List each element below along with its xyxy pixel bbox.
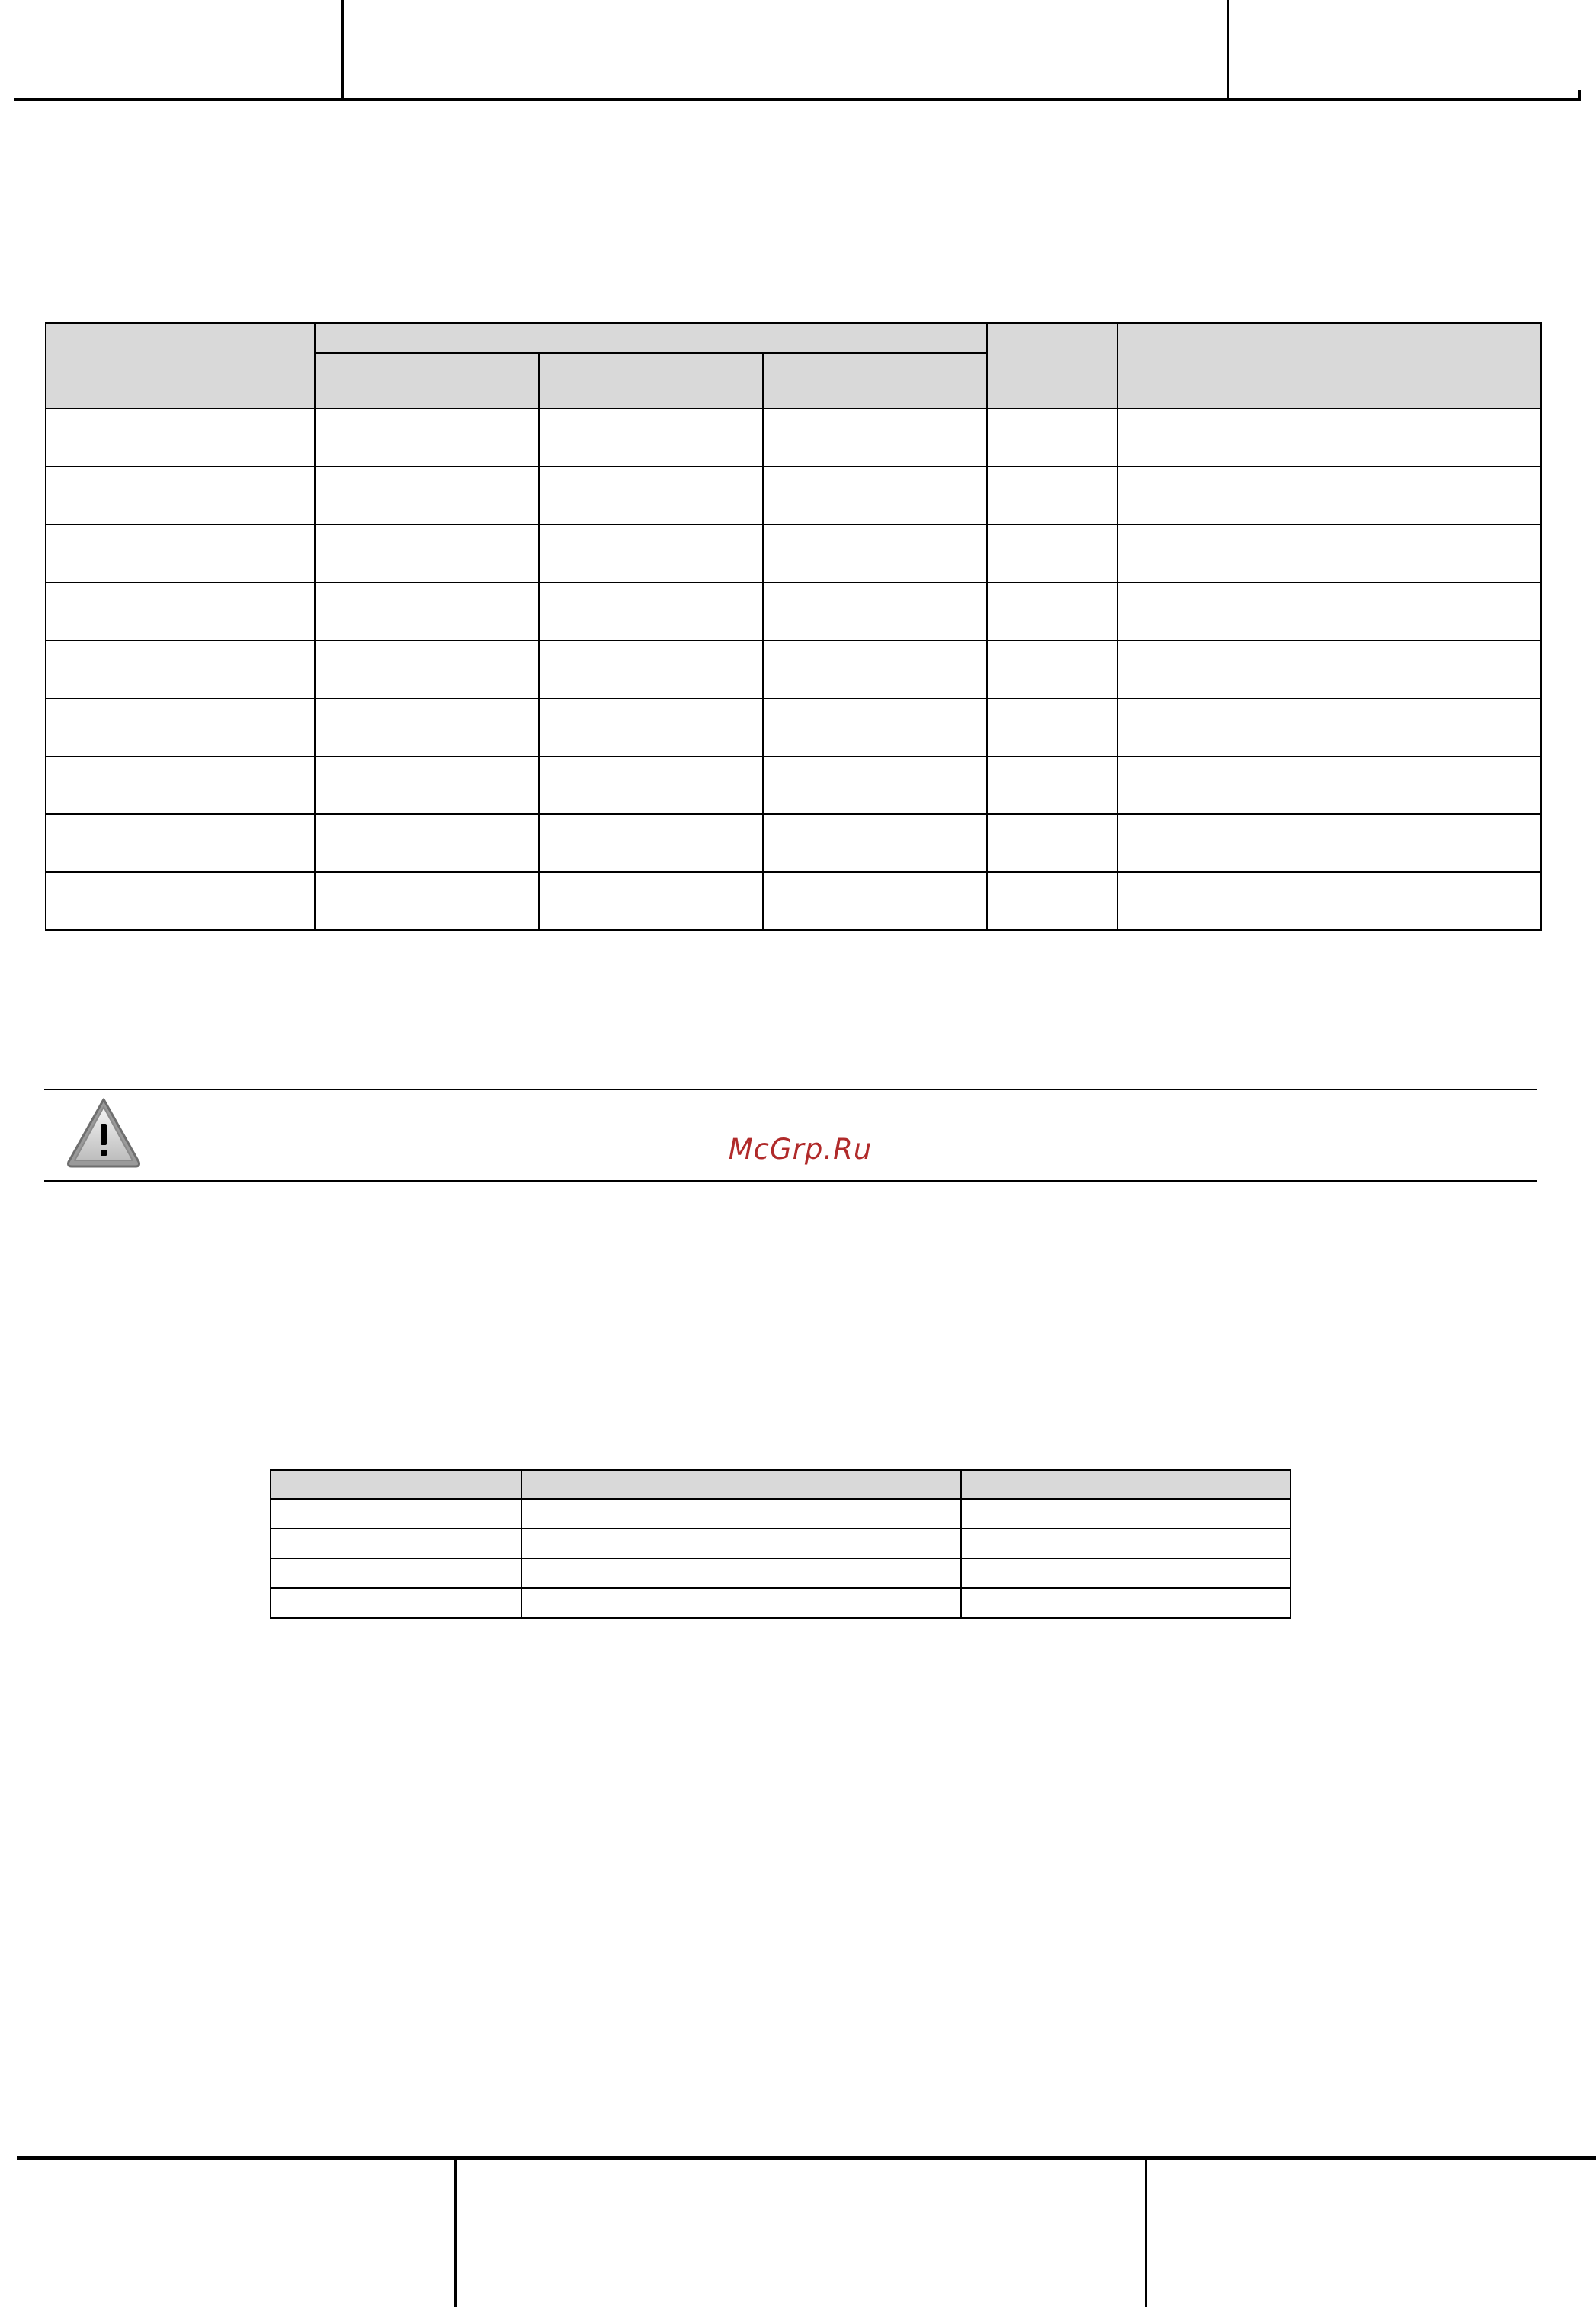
header-cell	[271, 1470, 521, 1499]
header-divider-left	[341, 0, 344, 99]
table-row	[46, 582, 1541, 640]
header-cell	[987, 323, 1117, 409]
table-row	[46, 756, 1541, 814]
small-table-header-row	[271, 1470, 1290, 1499]
table-row	[46, 814, 1541, 872]
warning-rule-top	[44, 1089, 1537, 1090]
header-rule-tick	[1578, 90, 1581, 101]
warning-triangle-icon	[64, 1095, 143, 1171]
table-row	[271, 1558, 1290, 1588]
table-row	[46, 525, 1541, 582]
table-row	[271, 1529, 1290, 1558]
footer-divider-left	[454, 2158, 457, 2307]
header-subcell	[315, 353, 539, 409]
table-row	[271, 1588, 1290, 1618]
table-row	[271, 1499, 1290, 1529]
table-row	[46, 467, 1541, 525]
header-cell	[46, 323, 315, 409]
footer-divider-right	[1145, 2158, 1147, 2307]
table-row	[46, 409, 1541, 467]
watermark-text: McGrp.Ru	[728, 1133, 873, 1166]
main-table	[45, 322, 1542, 931]
small-table	[270, 1469, 1291, 1619]
header-subcell	[539, 353, 763, 409]
header-cell-group	[315, 323, 987, 353]
footer-rule	[17, 2156, 1596, 2160]
table-row	[46, 872, 1541, 930]
warning-rule-bottom	[44, 1180, 1537, 1182]
table-row	[46, 698, 1541, 756]
header-divider-right	[1227, 0, 1229, 99]
header-cell	[961, 1470, 1290, 1499]
header-subcell	[763, 353, 987, 409]
table-row	[46, 640, 1541, 698]
header-cell	[1117, 323, 1541, 409]
table-header-row-1	[46, 323, 1541, 353]
header-cell	[521, 1470, 961, 1499]
header-rule	[14, 98, 1579, 101]
